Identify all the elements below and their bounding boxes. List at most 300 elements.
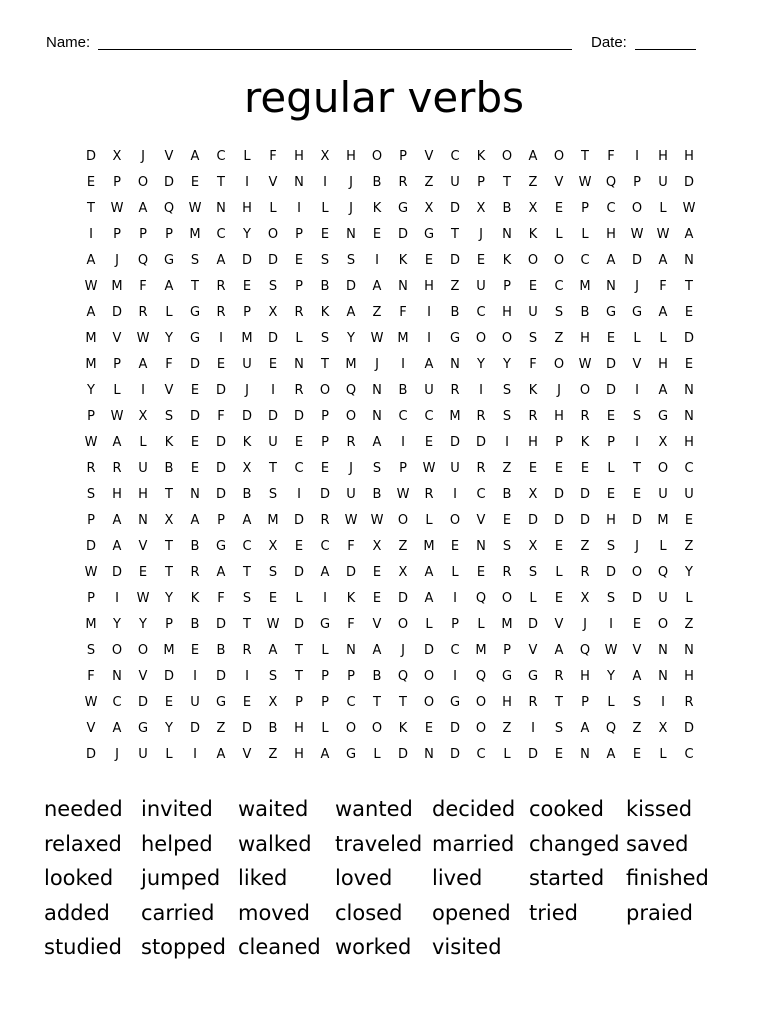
grid-letter[interactable]: M <box>85 331 97 346</box>
grid-letter[interactable]: N <box>112 669 122 684</box>
grid-letter[interactable]: Q <box>345 383 357 398</box>
grid-letter[interactable]: N <box>502 227 512 242</box>
grid-letter[interactable]: D <box>85 747 96 762</box>
grid-letter[interactable]: I <box>297 201 301 216</box>
grid-letter[interactable]: C <box>554 279 564 294</box>
grid-letter[interactable]: K <box>372 201 382 216</box>
grid-letter[interactable]: A <box>112 435 122 450</box>
grid-letter[interactable]: N <box>684 409 694 424</box>
grid-letter[interactable]: F <box>269 149 277 164</box>
grid-letter[interactable]: D <box>267 331 278 346</box>
grid-letter[interactable]: E <box>190 461 200 476</box>
grid-letter[interactable]: D <box>683 331 694 346</box>
grid-letter[interactable]: T <box>165 487 173 502</box>
grid-letter[interactable]: Q <box>397 669 409 684</box>
grid-letter[interactable]: W <box>578 175 592 190</box>
grid-letter[interactable]: P <box>243 305 251 320</box>
grid-letter[interactable]: G <box>449 695 461 710</box>
grid-letter[interactable]: V <box>86 721 96 736</box>
grid-letter[interactable]: D <box>189 721 200 736</box>
grid-letter[interactable]: J <box>349 461 353 476</box>
grid-letter[interactable]: L <box>373 747 381 762</box>
grid-letter[interactable]: R <box>580 409 590 424</box>
grid-letter[interactable]: X <box>320 149 330 164</box>
grid-letter[interactable]: C <box>476 487 486 502</box>
grid-letter[interactable]: S <box>502 539 512 554</box>
grid-letter[interactable]: H <box>684 669 694 684</box>
grid-letter[interactable]: L <box>243 149 251 164</box>
grid-letter[interactable]: D <box>319 487 330 502</box>
grid-letter[interactable]: H <box>580 331 590 346</box>
grid-letter[interactable]: O <box>657 461 669 476</box>
grid-letter[interactable]: A <box>580 721 590 736</box>
grid-letter[interactable]: W <box>630 227 644 242</box>
grid-letter[interactable]: L <box>659 201 667 216</box>
grid-letter[interactable]: X <box>580 591 590 606</box>
grid-letter[interactable]: I <box>89 227 93 242</box>
grid-letter[interactable]: Z <box>398 539 408 554</box>
grid-letter[interactable]: V <box>268 175 278 190</box>
grid-letter[interactable]: F <box>139 279 147 294</box>
grid-letter[interactable]: B <box>502 201 512 216</box>
grid-letter[interactable]: C <box>684 461 694 476</box>
grid-letter[interactable]: L <box>321 721 329 736</box>
grid-letter[interactable]: I <box>531 721 535 736</box>
grid-letter[interactable]: L <box>555 227 563 242</box>
grid-letter[interactable]: G <box>189 305 201 320</box>
grid-letter[interactable]: D <box>241 253 252 268</box>
grid-letter[interactable]: B <box>190 539 200 554</box>
grid-letter[interactable]: H <box>424 279 434 294</box>
grid-letter[interactable]: I <box>271 383 275 398</box>
grid-letter[interactable]: Z <box>684 539 694 554</box>
grid-letter[interactable]: L <box>659 539 667 554</box>
grid-letter[interactable]: R <box>86 461 96 476</box>
grid-letter[interactable]: E <box>632 487 642 502</box>
grid-letter[interactable]: S <box>606 591 616 606</box>
grid-letter[interactable]: W <box>188 201 202 216</box>
grid-letter[interactable]: Y <box>87 383 95 398</box>
grid-letter[interactable]: E <box>528 279 538 294</box>
grid-letter[interactable]: U <box>190 695 200 710</box>
grid-letter[interactable]: T <box>555 695 563 710</box>
grid-letter[interactable]: E <box>242 279 252 294</box>
grid-letter[interactable]: W <box>396 487 410 502</box>
grid-letter[interactable]: Z <box>554 331 564 346</box>
grid-letter[interactable]: D <box>631 513 642 528</box>
grid-letter[interactable]: M <box>111 279 123 294</box>
grid-letter[interactable]: G <box>345 747 357 762</box>
grid-letter[interactable]: I <box>479 383 483 398</box>
grid-letter[interactable]: S <box>502 383 512 398</box>
grid-letter[interactable]: H <box>580 669 590 684</box>
grid-letter[interactable]: E <box>294 435 304 450</box>
grid-letter[interactable]: E <box>450 539 460 554</box>
grid-letter[interactable]: S <box>606 539 616 554</box>
grid-letter[interactable]: D <box>683 721 694 736</box>
grid-letter[interactable]: S <box>190 253 200 268</box>
grid-letter[interactable]: W <box>422 461 436 476</box>
grid-letter[interactable]: X <box>528 539 538 554</box>
grid-letter[interactable]: P <box>217 513 225 528</box>
grid-letter[interactable]: P <box>87 591 95 606</box>
grid-letter[interactable]: V <box>242 747 252 762</box>
grid-letter[interactable]: D <box>553 487 564 502</box>
grid-letter[interactable]: O <box>397 617 409 632</box>
grid-letter[interactable]: P <box>139 227 147 242</box>
grid-letter[interactable]: R <box>346 435 356 450</box>
grid-letter[interactable]: A <box>216 253 226 268</box>
grid-letter[interactable]: O <box>111 643 123 658</box>
grid-letter[interactable]: U <box>528 305 538 320</box>
grid-letter[interactable]: Y <box>347 331 355 346</box>
grid-letter[interactable]: J <box>349 201 353 216</box>
grid-letter[interactable]: W <box>110 201 124 216</box>
grid-letter[interactable]: D <box>215 487 226 502</box>
grid-letter[interactable]: I <box>245 175 249 190</box>
grid-letter[interactable]: P <box>399 461 407 476</box>
grid-letter[interactable]: B <box>190 617 200 632</box>
grid-letter[interactable]: O <box>579 383 591 398</box>
grid-letter[interactable]: P <box>113 357 121 372</box>
grid-letter[interactable]: A <box>346 305 356 320</box>
grid-letter[interactable]: S <box>632 409 642 424</box>
grid-letter[interactable]: D <box>579 513 590 528</box>
grid-letter[interactable]: V <box>164 149 174 164</box>
grid-letter[interactable]: D <box>189 357 200 372</box>
grid-letter[interactable]: K <box>398 721 408 736</box>
grid-letter[interactable]: A <box>424 357 434 372</box>
grid-letter[interactable]: G <box>189 331 201 346</box>
grid-letter[interactable]: T <box>295 669 303 684</box>
grid-letter[interactable]: K <box>528 383 538 398</box>
grid-letter[interactable]: D <box>397 591 408 606</box>
grid-letter[interactable]: A <box>658 253 668 268</box>
grid-letter[interactable]: H <box>294 721 304 736</box>
grid-letter[interactable]: T <box>685 279 693 294</box>
grid-letter[interactable]: O <box>449 513 461 528</box>
grid-letter[interactable]: M <box>657 513 669 528</box>
grid-letter[interactable]: M <box>449 409 461 424</box>
grid-letter[interactable]: E <box>372 591 382 606</box>
grid-letter[interactable]: W <box>578 357 592 372</box>
grid-letter[interactable]: T <box>321 357 329 372</box>
grid-letter[interactable]: C <box>216 227 226 242</box>
grid-letter[interactable]: H <box>658 149 668 164</box>
grid-letter[interactable]: L <box>529 591 537 606</box>
grid-letter[interactable]: W <box>604 643 618 658</box>
grid-letter[interactable]: W <box>84 695 98 710</box>
grid-letter[interactable]: W <box>266 617 280 632</box>
grid-letter[interactable]: T <box>165 539 173 554</box>
grid-letter[interactable]: D <box>215 461 226 476</box>
grid-letter[interactable]: G <box>605 305 617 320</box>
grid-letter[interactable]: A <box>86 253 96 268</box>
grid-letter[interactable]: D <box>475 435 486 450</box>
grid-letter[interactable]: U <box>684 487 694 502</box>
grid-letter[interactable]: T <box>373 695 381 710</box>
grid-letter[interactable]: D <box>293 513 304 528</box>
grid-letter[interactable]: K <box>398 253 408 268</box>
grid-letter[interactable]: I <box>323 591 327 606</box>
grid-letter[interactable]: M <box>85 617 97 632</box>
grid-letter[interactable]: D <box>631 591 642 606</box>
grid-letter[interactable]: D <box>215 435 226 450</box>
grid-letter[interactable]: D <box>449 435 460 450</box>
grid-letter[interactable]: A <box>190 513 200 528</box>
grid-letter[interactable]: E <box>554 461 564 476</box>
grid-letter[interactable]: Z <box>450 279 460 294</box>
grid-letter[interactable]: E <box>424 435 434 450</box>
grid-letter[interactable]: D <box>111 565 122 580</box>
grid-letter[interactable]: S <box>268 669 278 684</box>
grid-letter[interactable]: O <box>423 695 435 710</box>
grid-letter[interactable]: D <box>267 253 278 268</box>
grid-letter[interactable]: R <box>502 565 512 580</box>
grid-letter[interactable]: S <box>86 487 96 502</box>
grid-letter[interactable]: C <box>242 539 252 554</box>
grid-letter[interactable]: H <box>658 357 668 372</box>
grid-letter[interactable]: P <box>295 279 303 294</box>
grid-letter[interactable]: P <box>295 227 303 242</box>
grid-letter[interactable]: M <box>241 331 253 346</box>
grid-letter[interactable]: J <box>401 643 405 658</box>
grid-letter[interactable]: X <box>164 513 174 528</box>
grid-letter[interactable]: J <box>583 617 587 632</box>
grid-letter[interactable]: J <box>115 253 119 268</box>
grid-letter[interactable]: I <box>115 591 119 606</box>
grid-letter[interactable]: C <box>684 747 694 762</box>
grid-letter[interactable]: E <box>190 383 200 398</box>
grid-letter[interactable]: E <box>632 617 642 632</box>
grid-letter[interactable]: C <box>476 747 486 762</box>
grid-letter[interactable]: D <box>345 279 356 294</box>
grid-letter[interactable]: H <box>346 149 356 164</box>
grid-letter[interactable]: I <box>193 747 197 762</box>
grid-letter[interactable]: R <box>424 487 434 502</box>
grid-letter[interactable]: N <box>424 747 434 762</box>
grid-letter[interactable]: G <box>397 201 409 216</box>
grid-letter[interactable]: P <box>581 201 589 216</box>
grid-letter[interactable]: S <box>242 591 252 606</box>
grid-letter[interactable]: U <box>138 461 148 476</box>
grid-letter[interactable]: Z <box>268 747 278 762</box>
grid-letter[interactable]: D <box>215 383 226 398</box>
grid-letter[interactable]: X <box>658 435 668 450</box>
grid-letter[interactable]: D <box>449 721 460 736</box>
grid-letter[interactable]: L <box>321 201 329 216</box>
grid-letter[interactable]: F <box>529 357 537 372</box>
grid-letter[interactable]: P <box>321 409 329 424</box>
grid-letter[interactable]: X <box>242 461 252 476</box>
grid-letter[interactable]: O <box>397 513 409 528</box>
grid-letter[interactable]: B <box>398 383 408 398</box>
grid-letter[interactable]: R <box>528 695 538 710</box>
grid-letter[interactable]: I <box>193 669 197 684</box>
grid-letter[interactable]: D <box>449 201 460 216</box>
grid-letter[interactable]: L <box>269 201 277 216</box>
grid-letter[interactable]: E <box>86 175 96 190</box>
grid-letter[interactable]: H <box>502 305 512 320</box>
grid-letter[interactable]: N <box>684 643 694 658</box>
grid-letter[interactable]: E <box>554 201 564 216</box>
grid-letter[interactable]: N <box>580 747 590 762</box>
grid-letter[interactable]: C <box>346 695 356 710</box>
grid-letter[interactable]: X <box>424 201 434 216</box>
grid-letter[interactable]: D <box>527 747 538 762</box>
grid-letter[interactable]: T <box>633 461 641 476</box>
grid-letter[interactable]: M <box>267 513 279 528</box>
grid-letter[interactable]: R <box>138 305 148 320</box>
grid-letter[interactable]: G <box>137 721 149 736</box>
grid-letter[interactable]: S <box>164 409 174 424</box>
grid-letter[interactable]: W <box>84 279 98 294</box>
grid-letter[interactable]: I <box>219 331 223 346</box>
grid-letter[interactable]: S <box>268 279 278 294</box>
grid-letter[interactable]: O <box>501 149 513 164</box>
grid-letter[interactable]: N <box>294 357 304 372</box>
grid-letter[interactable]: O <box>267 227 279 242</box>
grid-letter[interactable]: D <box>345 565 356 580</box>
grid-letter[interactable]: I <box>401 357 405 372</box>
grid-letter[interactable]: D <box>189 409 200 424</box>
grid-letter[interactable]: Y <box>685 565 693 580</box>
grid-letter[interactable]: P <box>581 695 589 710</box>
grid-letter[interactable]: F <box>217 409 225 424</box>
grid-letter[interactable]: A <box>528 149 538 164</box>
grid-letter[interactable]: D <box>163 669 174 684</box>
grid-letter[interactable]: P <box>321 435 329 450</box>
grid-letter[interactable]: A <box>86 305 96 320</box>
grid-letter[interactable]: M <box>423 539 435 554</box>
grid-letter[interactable]: L <box>165 747 173 762</box>
grid-letter[interactable]: J <box>115 747 119 762</box>
grid-letter[interactable]: T <box>165 565 173 580</box>
grid-letter[interactable]: P <box>607 435 615 450</box>
grid-letter[interactable]: O <box>527 253 539 268</box>
grid-letter[interactable]: P <box>295 695 303 710</box>
grid-letter[interactable]: P <box>503 643 511 658</box>
grid-letter[interactable]: A <box>632 669 642 684</box>
grid-letter[interactable]: T <box>581 149 589 164</box>
grid-letter[interactable]: D <box>293 409 304 424</box>
grid-letter[interactable]: P <box>165 617 173 632</box>
grid-letter[interactable]: O <box>319 383 331 398</box>
grid-letter[interactable]: E <box>372 227 382 242</box>
grid-letter[interactable]: D <box>85 149 96 164</box>
grid-letter[interactable]: A <box>606 747 616 762</box>
grid-letter[interactable]: A <box>112 513 122 528</box>
grid-letter[interactable]: T <box>243 565 251 580</box>
grid-letter[interactable]: T <box>269 461 277 476</box>
grid-letter[interactable]: G <box>215 695 227 710</box>
grid-letter[interactable]: V <box>372 617 382 632</box>
grid-letter[interactable]: R <box>112 461 122 476</box>
grid-letter[interactable]: X <box>268 305 278 320</box>
grid-letter[interactable]: D <box>631 253 642 268</box>
grid-letter[interactable]: E <box>684 305 694 320</box>
grid-letter[interactable]: M <box>501 617 513 632</box>
grid-letter[interactable]: D <box>241 721 252 736</box>
grid-letter[interactable]: U <box>476 279 486 294</box>
grid-letter[interactable]: A <box>138 201 148 216</box>
grid-letter[interactable]: R <box>398 175 408 190</box>
grid-letter[interactable]: Q <box>475 591 487 606</box>
grid-letter[interactable]: P <box>113 227 121 242</box>
grid-letter[interactable]: M <box>475 643 487 658</box>
grid-letter[interactable]: D <box>85 539 96 554</box>
grid-letter[interactable]: L <box>555 565 563 580</box>
grid-letter[interactable]: U <box>346 487 356 502</box>
grid-letter[interactable]: A <box>190 149 200 164</box>
grid-letter[interactable]: L <box>659 331 667 346</box>
grid-letter[interactable]: E <box>502 513 512 528</box>
grid-letter[interactable]: O <box>631 565 643 580</box>
grid-letter[interactable]: W <box>84 565 98 580</box>
grid-letter[interactable]: Z <box>372 305 382 320</box>
grid-letter[interactable]: I <box>635 383 639 398</box>
grid-letter[interactable]: K <box>164 435 174 450</box>
grid-letter[interactable]: I <box>453 591 457 606</box>
grid-letter[interactable]: C <box>294 461 304 476</box>
grid-letter[interactable]: O <box>475 695 487 710</box>
grid-letter[interactable]: D <box>267 409 278 424</box>
grid-letter[interactable]: D <box>137 695 148 710</box>
grid-letter[interactable]: I <box>635 149 639 164</box>
grid-letter[interactable]: R <box>242 643 252 658</box>
grid-letter[interactable]: Y <box>139 617 147 632</box>
grid-letter[interactable]: H <box>528 435 538 450</box>
grid-letter[interactable]: N <box>398 279 408 294</box>
grid-letter[interactable]: U <box>658 487 668 502</box>
grid-letter[interactable]: D <box>215 617 226 632</box>
grid-letter[interactable]: A <box>424 591 434 606</box>
grid-letter[interactable]: V <box>164 383 174 398</box>
grid-letter[interactable]: A <box>216 565 226 580</box>
grid-letter[interactable]: O <box>553 149 565 164</box>
grid-letter[interactable]: L <box>295 591 303 606</box>
grid-letter[interactable]: O <box>553 253 565 268</box>
grid-letter[interactable]: E <box>190 175 200 190</box>
grid-letter[interactable]: R <box>476 409 486 424</box>
grid-letter[interactable]: N <box>658 669 668 684</box>
grid-letter[interactable]: E <box>320 461 330 476</box>
grid-letter[interactable]: S <box>528 565 538 580</box>
grid-letter[interactable]: I <box>453 669 457 684</box>
grid-letter[interactable]: R <box>684 695 694 710</box>
grid-letter[interactable]: D <box>527 617 538 632</box>
grid-letter[interactable]: U <box>450 175 460 190</box>
grid-letter[interactable]: E <box>268 357 278 372</box>
grid-letter[interactable]: X <box>268 539 278 554</box>
grid-letter[interactable]: C <box>424 409 434 424</box>
grid-letter[interactable]: N <box>346 643 356 658</box>
grid-letter[interactable]: E <box>476 253 486 268</box>
grid-letter[interactable]: P <box>555 435 563 450</box>
grid-letter[interactable]: X <box>398 565 408 580</box>
grid-letter[interactable]: S <box>372 461 382 476</box>
grid-letter[interactable]: A <box>372 643 382 658</box>
grid-letter[interactable]: X <box>528 487 538 502</box>
grid-letter[interactable]: Y <box>607 669 615 684</box>
grid-letter[interactable]: I <box>505 435 509 450</box>
grid-letter[interactable]: S <box>554 721 564 736</box>
grid-letter[interactable]: L <box>113 383 121 398</box>
grid-letter[interactable]: V <box>476 513 486 528</box>
grid-letter[interactable]: E <box>424 253 434 268</box>
grid-letter[interactable]: N <box>658 643 668 658</box>
grid-letter[interactable]: L <box>321 643 329 658</box>
